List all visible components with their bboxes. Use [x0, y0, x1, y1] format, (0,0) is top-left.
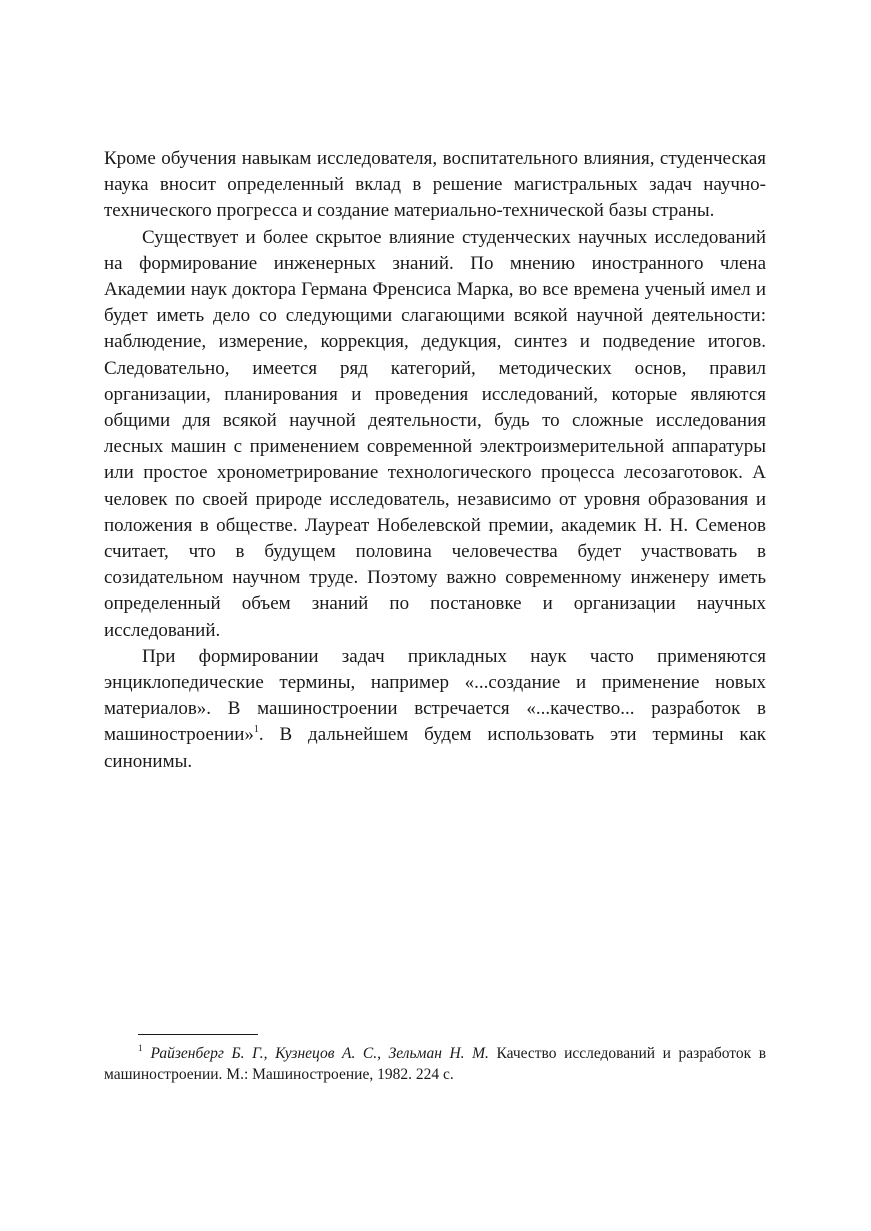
paragraph-3 — [104, 644, 766, 775]
footnote-marker: 1 — [138, 1043, 143, 1053]
footnote-divider — [138, 1034, 258, 1035]
footnote-citation: Качество исследований и разработок в машиностроении. М.: Машиностроение, 1982. 224 с. — [104, 1045, 767, 1083]
paragraph-2: Существует и более скрытое влияние студенческих научных исследований на формирование инженерных знаний. По мнению иностранного члена Академии наук доктора Германа Френсиса Марка, во все времена ученый имел и будет иметь дело со следующими слагающими всякой научной деятельности: наблюдение, измерение, коррекция, дедукция, синтез и подведение итогов. Следовательно, имеется ряд категорий, методических основ, правил организации, планирования и проведения исследований, которые являются общими для всякой научной деятельности, будь то сложные исследования лесных машин с применением современной электроизмерительной аппаратуры или простое хронометрирование технологического процесса лесозаготовок. А человек по своей природе исследователь, независимо от уровня образования и положения в обществе. Лауреат Нобелевской премии, академик Н. Н. Семенов считает, что в будущем половина человечества будет участвовать в созидательном научном труде. Поэтому важно современному инженеру иметь определенный объем знаний по постановке и организации научных исследований. — [104, 226, 766, 641]
footnote-author-3: Зельман Н. М. — [388, 1045, 489, 1062]
main-text — [104, 146, 766, 775]
footnote-reference[interactable]: 1 — [253, 724, 259, 736]
paragraph-1: Кроме обучения навыкам исследователя, воспитательного влияния, студенческая наука вносит определенный вклад в решение магистральных задач научно-технического прогресса и создание материально-технической базы страны. — [104, 148, 766, 222]
paragraph-3-tail: . В дальнейшем будем использовать эти термины как синонимы. — [104, 724, 766, 772]
footnote-author-1: Райзенберг Б. Г., — [150, 1045, 268, 1062]
footnote-author-2: Кузнецов А. С., — [275, 1045, 381, 1062]
paragraph-3-main: При формировании задач прикладных наук часто применяются энциклопедические термины, например «...создание и применение новых материалов». В машиностроении встречается «...качество... разработок в машиностроении» — [104, 645, 766, 746]
footnote — [104, 1043, 766, 1085]
